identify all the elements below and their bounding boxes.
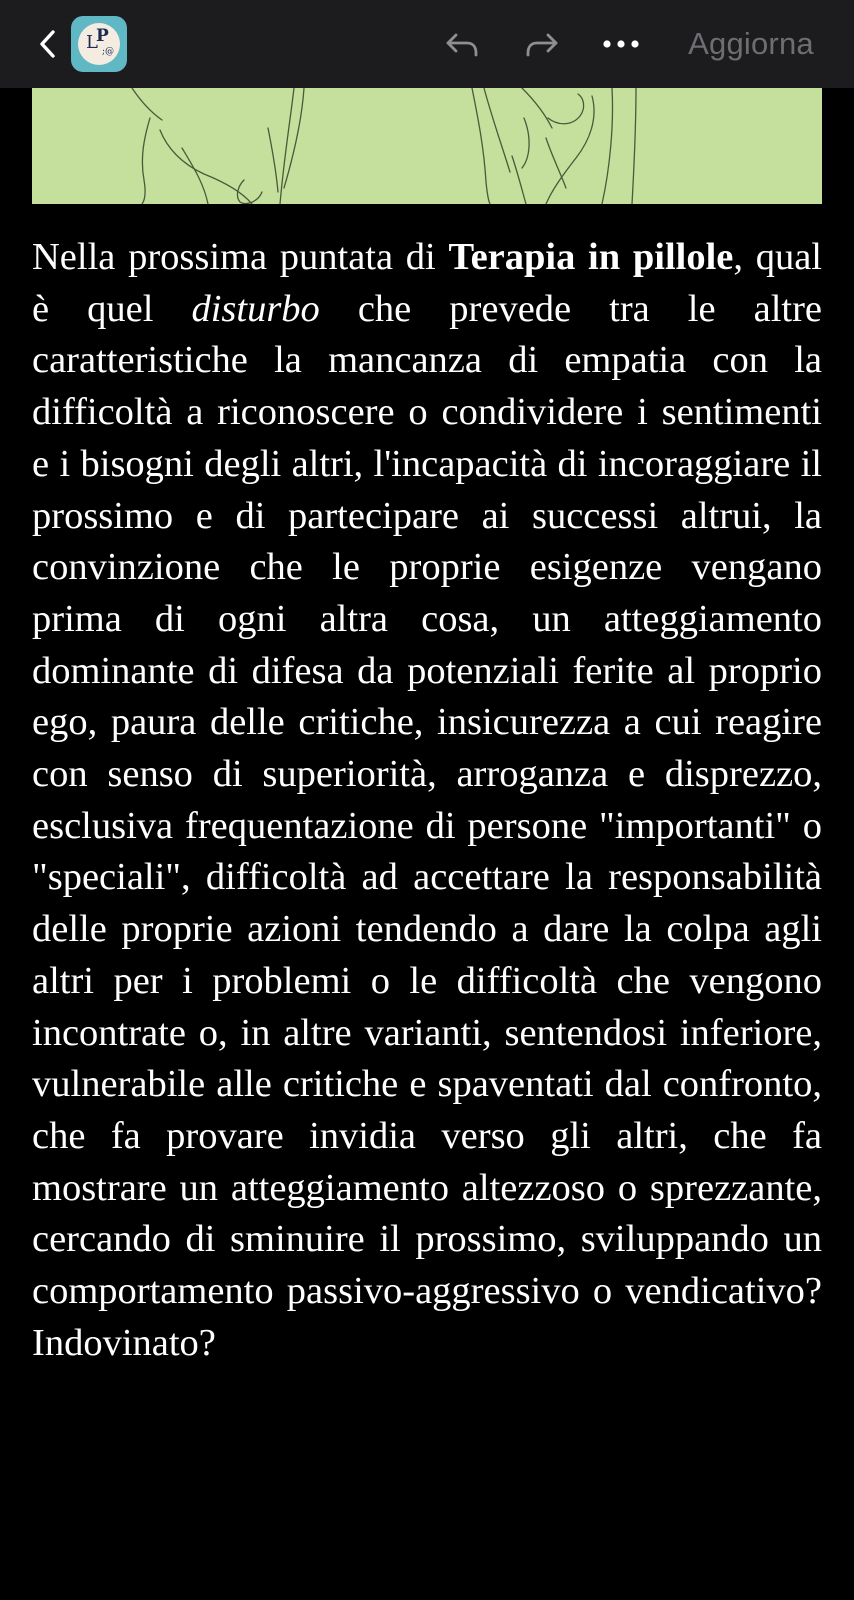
undo-arrow-icon <box>443 29 481 59</box>
chevron-left-icon <box>37 27 59 61</box>
redo-button[interactable] <box>520 22 564 66</box>
undo-button[interactable] <box>440 22 484 66</box>
app-logo-icon[interactable] <box>71 16 127 72</box>
article-illustration <box>32 88 822 204</box>
series-title: Terapia in pillole <box>448 236 734 278</box>
article-paragraph <box>32 232 822 1369</box>
top-toolbar <box>0 0 854 88</box>
redo-arrow-icon <box>523 29 561 59</box>
article-body: che prevede tra le altre caratteristiche la mancanza di empatia con la difficoltà a riconoscere o condividere i sentimenti e i bisogni degli altri, l'incapacità di incoraggiare il prossimo e di partecipare ai successi altrui, la convinzione che le proprie esigenze vengano prima di ogni altra cosa, un atteggiamento dominante di difesa da potenziali ferite al proprio ego, paura delle critiche, insicurezza a cui reagire con senso di superiorità, arroganza e disprezzo, esclusiva frequentazione di persone "importanti" o "speciali", difficoltà ad accettare la responsabilità delle proprie azioni tendendo a dare la colpa agli altri per i problemi o le difficoltà che vengono incontrate o, in altre varianti, sentendosi inferiore, vulnerabile alle critiche e spaventati dal confronto, che fa provare invidia verso gli altri, che fa mostrare un atteggiamento altezzoso o sprezzante, cercando di sminuire il prossimo, sviluppando un comportamento passivo-aggressivo o vendicativo? Indovinato? <box>32 287 822 1364</box>
app-logo-mark: L P ;@ <box>78 23 120 65</box>
back-button[interactable] <box>30 24 66 64</box>
line-drawing-figures <box>32 88 822 204</box>
article-text-part: , qual è quel <box>32 236 823 330</box>
refresh-button[interactable]: Aggiorna <box>688 26 814 61</box>
ellipsis-icon <box>601 38 641 50</box>
emphasized-word: disturbo <box>191 287 320 330</box>
more-options-button[interactable] <box>598 22 644 66</box>
article-intro: Nella prossima puntata di <box>32 236 449 278</box>
